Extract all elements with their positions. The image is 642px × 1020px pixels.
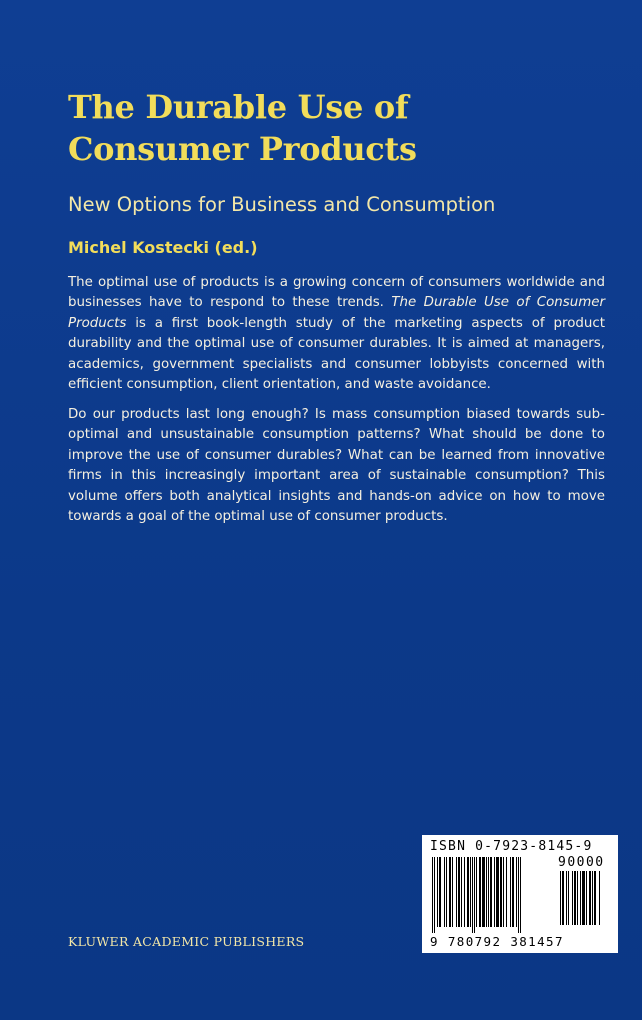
barcode-bar [449,857,451,927]
barcode-bar [490,857,492,927]
barcode-bar [494,857,495,927]
barcode-bar [461,857,462,927]
addon-barcode-bars [560,871,612,931]
barcode-bar [520,857,521,933]
book-author: Michel Kostecki (ed.) [68,238,258,257]
description-paragraph-1 [68,273,605,395]
barcode-bar [446,857,447,927]
barcode-bar [488,857,489,927]
paragraph-1-intro: The optimal use of products is a growing concern of consumers worldwide and businesses have to respond to these trends. [68,275,605,311]
paragraph-1-rest: is a first book-length study of the marketing aspects of product durability and the optimal use of consumer durables. It is aimed at managers, academics, government specialists and consumer lobbyists concerned with efficient consumption, client orientation, and waste avoidance. [68,315,605,393]
price-addon-digits: 90000 [558,855,605,870]
barcode-bar [592,871,593,925]
barcode-bar [582,871,585,925]
publisher-name: KLUWER ACADEMIC PUBLISHERS [68,934,305,949]
barcode-bar [503,857,504,927]
barcode-bar [512,857,514,927]
barcode-bar [586,871,587,925]
barcode-bar [479,857,481,927]
barcode-bar [472,857,473,933]
barcode-bar [577,871,578,925]
book-title-line-1: The Durable Use of [68,88,409,126]
barcode-bar [456,857,457,927]
barcode-bar [518,857,519,933]
barcode-bar [510,857,511,927]
barcode-bar [467,857,469,927]
book-subtitle: New Options for Business and Consumption [68,193,496,216]
barcode-bar [594,871,596,925]
barcode-bar [500,857,502,927]
barcode-bar [432,857,433,933]
barcode-bar [439,857,441,927]
barcode-bar [560,871,561,925]
barcode-bar [444,857,445,927]
barcode-bar [434,857,435,933]
barcode-bar [486,857,487,927]
barcode-bar [599,871,600,925]
barcode-bar [470,857,471,927]
paragraph-1-book-title: The Durable Use of Consumer Products [68,295,605,331]
barcode-bar [572,871,573,925]
book-title [68,86,588,170]
barcode-bar [562,871,564,925]
barcode-bar [437,857,438,927]
barcode-bar [496,857,499,927]
barcode-bar [574,871,576,925]
barcode-bar [476,857,477,927]
barcode-bar [589,871,591,925]
description-paragraph-2: Do our products last long enough? Is mass consumption biased towards sub-optimal and unsustainable consumption patterns? What should be done to improve the use of consumer durables? What can be learned from innovative firms in this increasingly important area of sustainable consumption? This volume offers both analytical insights and hands-on advice on how to move towards a goal of the optimal use of consumer products. [68,407,605,525]
barcode-bar [566,871,567,925]
barcode-bar [568,871,569,925]
ean-barcode-bars [432,857,554,933]
barcode-bar [458,857,460,927]
isbn-number: ISBN 0-7923-8145-9 [430,839,593,854]
barcode-bar [464,857,465,927]
barcode-bar [580,871,581,925]
isbn-barcode [422,835,618,953]
barcode-bar [482,857,485,927]
barcode-bar [506,857,507,927]
barcode-bar [452,857,453,927]
barcode-bar [516,857,517,927]
book-title-line-2: Consumer Products [68,130,417,168]
ean-number: 9 780792 381457 [430,934,564,949]
barcode-bar [474,857,475,933]
